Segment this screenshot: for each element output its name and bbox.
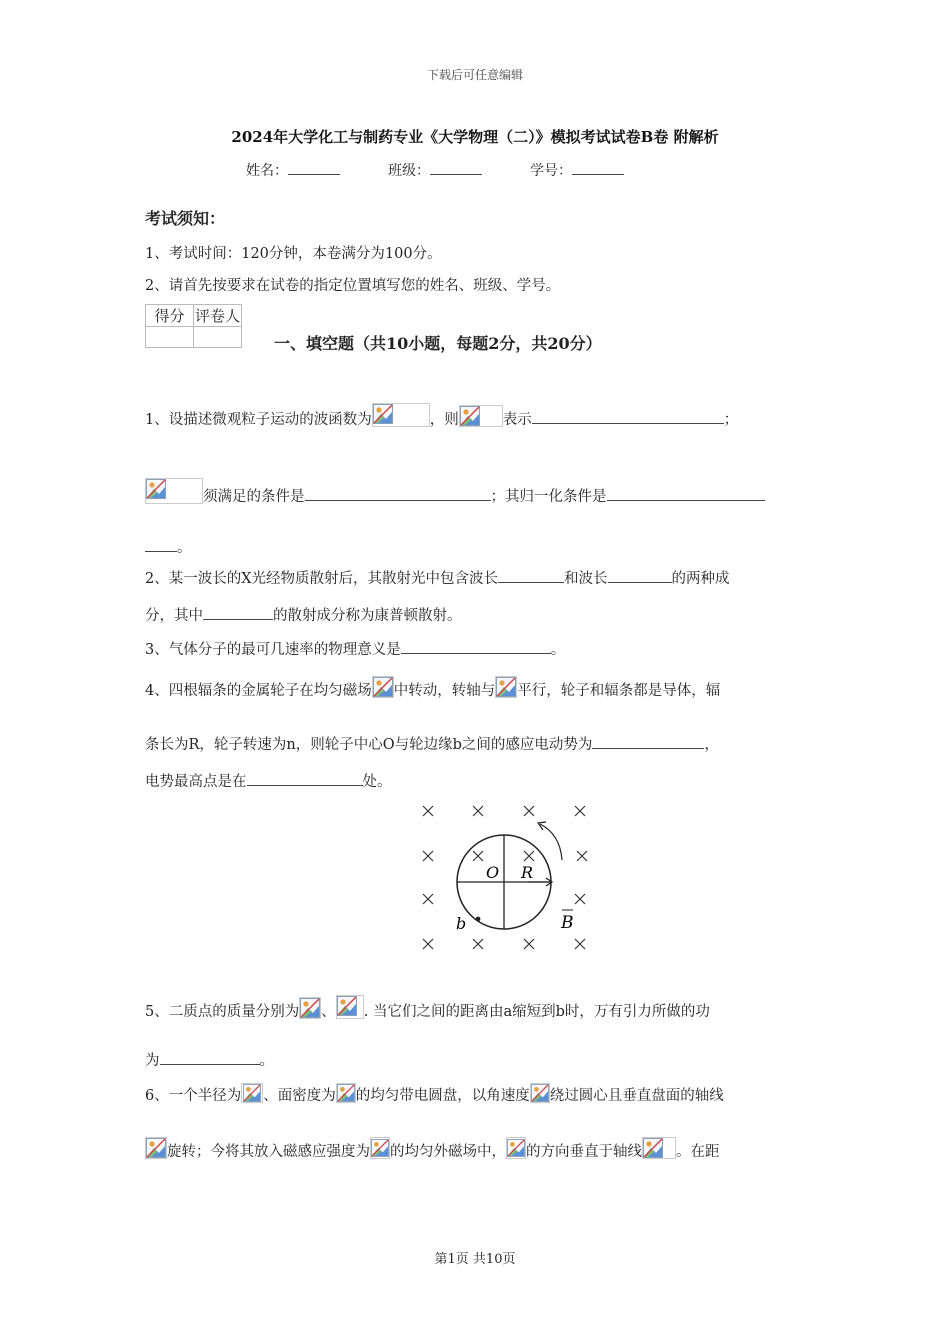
formula-image-icon xyxy=(336,995,364,1019)
answer-blank xyxy=(203,605,273,620)
q4-text: 中转动，转轴与 xyxy=(393,683,496,699)
name-label: 姓名： xyxy=(246,163,288,179)
rotation-arrow-head xyxy=(538,822,546,830)
notice-item: 2、请首先按要求在试卷的指定位置填写您的姓名、班级、学号。 xyxy=(145,278,561,294)
name-field xyxy=(246,160,340,180)
grader-cell xyxy=(194,327,242,348)
formula-image-icon xyxy=(372,403,430,427)
answer-blank xyxy=(498,568,564,583)
q6-text: 旋转；今将其放入磁感应强度为 xyxy=(167,1144,370,1160)
q4-text: 电势最高点是在 xyxy=(145,774,247,790)
q6-text: 的均匀外磁场中， xyxy=(390,1144,506,1160)
q6-text: 。在距 xyxy=(676,1144,720,1160)
question-6-line-1 xyxy=(145,1083,724,1105)
q4-text: 处。 xyxy=(362,774,392,790)
q6-text: 的均匀带电圆盘，以角速度 xyxy=(355,1088,530,1104)
question-4-line-1 xyxy=(145,676,720,700)
formula-image-icon xyxy=(642,1137,676,1159)
answer-blank xyxy=(247,771,363,786)
question-5-line-1 xyxy=(145,995,710,1021)
q6-text: 、面密度为 xyxy=(263,1088,336,1104)
q4-text: 条长为R，轮子转速为n，则轮子中心O与轮边缘b之间的感应电动势为 xyxy=(145,737,593,753)
q1-text: 。 xyxy=(177,540,192,556)
formula-image-icon xyxy=(299,997,321,1019)
q2-text: 的两种成 xyxy=(671,571,730,587)
label-r: R xyxy=(521,863,534,882)
q2-text: 2、某一波长的X光经物质散射后，其散射光中包含波长 xyxy=(145,571,499,587)
id-blank xyxy=(572,160,624,175)
formula-image-icon xyxy=(506,1137,526,1159)
q6-text: 6、一个半径为 xyxy=(145,1088,242,1104)
question-1-line-2 xyxy=(145,478,765,506)
formula-image-icon xyxy=(370,1137,390,1159)
q1-text: ； xyxy=(723,412,739,428)
q4-text: ， xyxy=(704,737,719,753)
q5-text: 5、二质点的质量分别为 xyxy=(145,1004,300,1020)
formula-image-icon xyxy=(495,676,517,698)
label-field: B xyxy=(561,913,574,933)
notice-item: 1、考试时间：120分钟，本卷满分为100分。 xyxy=(145,246,442,262)
question-5-line-2 xyxy=(145,1049,274,1070)
question-3 xyxy=(145,638,565,659)
formula-image-icon xyxy=(145,1137,167,1159)
q1-text: 表示 xyxy=(502,412,532,428)
answer-blank xyxy=(607,486,765,501)
question-4-line-3 xyxy=(145,770,392,791)
question-1-line-3 xyxy=(145,536,192,557)
answer-blank xyxy=(305,486,491,501)
q4-text: 4、四根辐条的金属轮子在均匀磁场 xyxy=(145,683,372,699)
page-footer: 第1页 共10页 xyxy=(434,1252,516,1267)
grader-header: 评卷人 xyxy=(194,305,242,327)
point-b-dot xyxy=(476,917,481,922)
q1-text: 1、设描述微观粒子运动的波函数为 xyxy=(145,412,372,428)
formula-image-icon xyxy=(530,1083,550,1103)
q5-text: 、 xyxy=(321,1004,336,1020)
q3-text: 。 xyxy=(550,642,566,658)
q3-text: 3、气体分子的最可几速率的物理意义是 xyxy=(145,642,401,658)
answer-blank xyxy=(532,409,724,424)
answer-blank xyxy=(592,734,704,749)
answer-blank xyxy=(401,639,551,654)
q5-text: 。 xyxy=(259,1053,274,1069)
q2-text: 的散射成分称为康普顿散射。 xyxy=(273,608,462,624)
formula-image-icon xyxy=(241,1083,263,1103)
answer-blank xyxy=(145,537,177,552)
notice-heading: 考试须知： xyxy=(145,209,226,228)
score-header: 得分 xyxy=(146,305,194,327)
page-title: 2024年大学化工与制药专业《大学物理（二）》模拟考试试卷B卷 附解析 xyxy=(231,128,719,146)
score-cell xyxy=(146,327,194,348)
question-2-line-2 xyxy=(145,604,462,625)
question-1-line-1 xyxy=(145,403,738,429)
question-2-line-1 xyxy=(145,567,730,588)
class-label: 班级： xyxy=(388,163,430,179)
class-blank xyxy=(430,160,482,175)
q2-text: 和波长 xyxy=(564,571,608,587)
q5-text: . 当它们之间的距离由a缩短到b时，万有引力所做的功 xyxy=(363,1004,710,1020)
q2-text: 分，其中 xyxy=(145,608,203,624)
answer-blank xyxy=(160,1050,260,1065)
score-table xyxy=(145,304,242,348)
page-header: 下载后可任意编辑 xyxy=(426,68,523,82)
formula-image-icon xyxy=(459,405,503,427)
q5-text: 为 xyxy=(145,1053,160,1069)
q4-text: 平行，轮子和辐条都是导体，辐 xyxy=(517,683,721,699)
q1-text: ，则 xyxy=(429,412,459,428)
wheel-field-figure xyxy=(410,798,610,958)
formula-image-icon xyxy=(372,676,394,698)
question-6-line-2 xyxy=(145,1137,720,1161)
id-field xyxy=(530,160,624,180)
id-label: 学号： xyxy=(530,163,572,179)
q6-text: 绕过圆心且垂直盘面的轴线 xyxy=(549,1088,724,1104)
class-field xyxy=(388,160,482,180)
formula-image-icon xyxy=(145,478,203,504)
formula-image-icon xyxy=(336,1083,356,1103)
q6-text: 的方向垂直于轴线 xyxy=(526,1144,642,1160)
question-4-line-2 xyxy=(145,733,719,754)
label-b: b xyxy=(456,914,467,933)
answer-blank xyxy=(608,568,672,583)
section-title: 一、填空题（共10小题，每题2分，共20分） xyxy=(274,334,602,353)
label-o: O xyxy=(486,863,500,882)
q1-text: ；其归一化条件是 xyxy=(490,489,607,505)
name-blank xyxy=(288,160,340,175)
q1-text: 须满足的条件是 xyxy=(203,489,305,505)
